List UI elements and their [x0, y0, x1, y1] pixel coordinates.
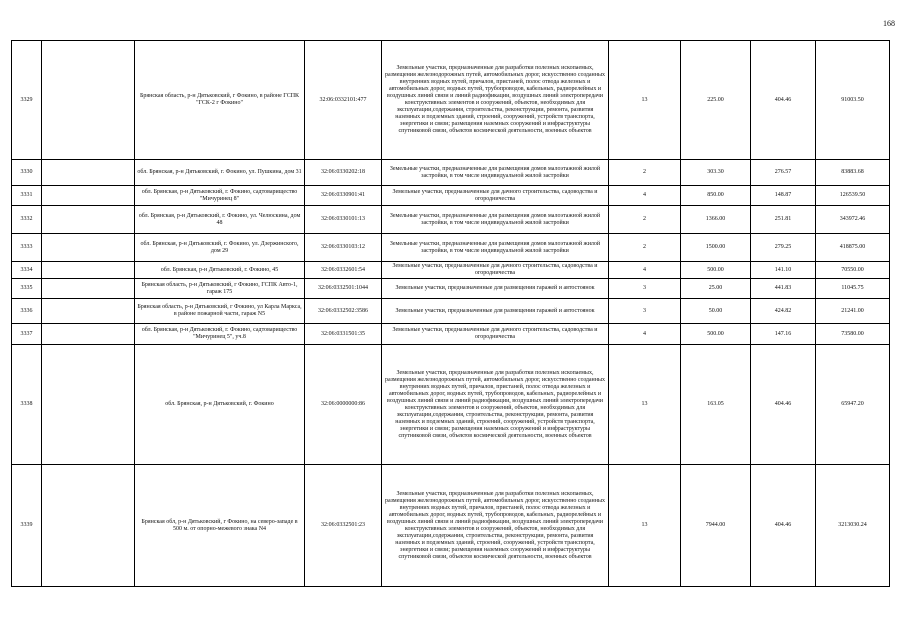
specific-value-cell: 148.87: [751, 186, 816, 206]
area-cell: 500.00: [681, 324, 751, 345]
use-code-cell: 4: [609, 186, 681, 206]
row-number: 3337: [12, 324, 42, 345]
land-use-cell: Земельные участки, предназначенные для дачного строительства, садоводства и огородничества: [382, 262, 609, 279]
area-cell: 1366.00: [681, 206, 751, 234]
specific-value-cell: 276.57: [751, 160, 816, 186]
cadastral-value-cell: 418875.00: [816, 234, 890, 262]
table-row: [12, 160, 890, 186]
land-use-cell: Земельные участки, предназначенные для размещения домов малоэтажной жилой застройки, в том числе индивидуальной жилой застройки: [382, 160, 609, 186]
area-cell: 7944.00: [681, 465, 751, 587]
area-cell: 50.00: [681, 299, 751, 324]
specific-value-cell: 404.46: [751, 345, 816, 465]
cadastral-number-cell: 32:06:0332101:477: [305, 41, 382, 160]
blank-cell: [42, 262, 135, 279]
cadastral-value-table: [11, 40, 890, 587]
row-number: 3329: [12, 41, 42, 160]
use-code-cell: 13: [609, 345, 681, 465]
cadastral-value-cell: 11045.75: [816, 279, 890, 299]
area-cell: 850.00: [681, 186, 751, 206]
cadastral-number-cell: 32:06:0000000:86: [305, 345, 382, 465]
specific-value-cell: 424.82: [751, 299, 816, 324]
row-number: 3336: [12, 299, 42, 324]
table-row: [12, 345, 890, 465]
use-code-cell: 2: [609, 206, 681, 234]
area-cell: 303.30: [681, 160, 751, 186]
area-cell: 500.00: [681, 262, 751, 279]
area-cell: 1500.00: [681, 234, 751, 262]
cadastral-value-cell: 91003.50: [816, 41, 890, 160]
cadastral-value-cell: 65947.20: [816, 345, 890, 465]
cadastral-number-cell: 32:06:0330103:12: [305, 234, 382, 262]
use-code-cell: 4: [609, 262, 681, 279]
area-cell: 25.00: [681, 279, 751, 299]
blank-cell: [42, 186, 135, 206]
address-cell: обл. Брянская, р-н Дятьковский, г. Фокино, садтоварищество "Мичуринец 5", уч.8: [135, 324, 305, 345]
cadastral-number-cell: 32:06:0332601:54: [305, 262, 382, 279]
cadastral-number-cell: 32:06:0330901:41: [305, 186, 382, 206]
use-code-cell: 4: [609, 324, 681, 345]
land-use-cell: Земельные участки, предназначенные для дачного строительства, садоводства и огородничества: [382, 186, 609, 206]
land-use-cell: Земельные участки, предназначенные для дачного строительства, садоводства и огородничества: [382, 324, 609, 345]
blank-cell: [42, 41, 135, 160]
area-cell: 163.05: [681, 345, 751, 465]
row-number: 3334: [12, 262, 42, 279]
blank-cell: [42, 206, 135, 234]
cadastral-number-cell: 32:06:0330101:13: [305, 206, 382, 234]
address-cell: обл. Брянская, р-н Дятьковский, г. Фокино, 45: [135, 262, 305, 279]
land-use-cell: Земельные участки, предназначенные для разработки полезных ископаемых, размещения железнодорожных путей, автомобильных дорог, искусственно созданных внутренних водных путей, причалов, пристаней, полос отвода железных и автомобильных дорог, водных путей, трубопроводов, кабельных, радиорелейных и воздушных линий связи и линий радиофикации, воздушных линий электропередачи конструктивных элементов и сооружений, объектов, необходимых для эксплуатации,содержания, строительства, реконструкции, ремонта, развития наземных и подземных зданий, строений, сооружений, устройств транспорта, энергетики и связи; размещения наземных сооружений и инфраструктуры спутниковой связи, объектов космической деятельности, военных объектов: [382, 41, 609, 160]
land-use-cell: Земельные участки, предназначенные для размещения гаражей и автостоянок: [382, 299, 609, 324]
table-row: [12, 262, 890, 279]
use-code-cell: 2: [609, 160, 681, 186]
specific-value-cell: 251.81: [751, 206, 816, 234]
address-cell: Брянская обл, р-н Дятьковский, г Фокино, на северо-западе в 500 м. от опорно-межевого знака N4: [135, 465, 305, 587]
cadastral-value-cell: 343972.46: [816, 206, 890, 234]
table-row: [12, 465, 890, 587]
table-row: [12, 234, 890, 262]
table-body: [12, 41, 890, 587]
use-code-cell: 13: [609, 465, 681, 587]
land-use-cell: Земельные участки, предназначенные для размещения домов малоэтажной жилой застройки, в том числе индивидуальной жилой застройки: [382, 234, 609, 262]
row-number: 3332: [12, 206, 42, 234]
table-row: [12, 299, 890, 324]
land-use-cell: Земельные участки, предназначенные для разработки полезных ископаемых, размещения железнодорожных путей, автомобильных дорог, искусственно созданных внутренних водных путей, причалов, пристаней, полос отвода железных и автомобильных дорог, водных путей, трубопроводов, кабельных, радиорелейных и воздушных линий связи и линий радиофикации, воздушных линий электропередачи конструктивных элементов и сооружений, объектов, необходимых для эксплуатации,содержания, строительства, реконструкции, ремонта, развития наземных и подземных зданий, строений, сооружений, устройств транспорта, энергетики и связи; размещения наземных сооружений и инфраструктуры спутниковой связи, объектов космической деятельности, военных объектов: [382, 345, 609, 465]
row-number: 3330: [12, 160, 42, 186]
blank-cell: [42, 324, 135, 345]
use-code-cell: 3: [609, 299, 681, 324]
table-row: [12, 279, 890, 299]
address-cell: Брянская область, р-н Дятьковский, г Фокино, в районе ГСПК "ГСК-2 г Фокино": [135, 41, 305, 160]
blank-cell: [42, 345, 135, 465]
specific-value-cell: 141.10: [751, 262, 816, 279]
address-cell: обл. Брянская, р-н Дятьковский, г. Фокино, садтоварищество "Мичуринец 8": [135, 186, 305, 206]
address-cell: Брянская область, р-н Дятьковский, г Фокино, ул Карла Маркса, в районе пожарной части, гараж N5: [135, 299, 305, 324]
table-row: [12, 41, 890, 160]
address-cell: обл. Брянская, р-н Дятьковский, г. Фокино, ул. Челюскина, дом 48: [135, 206, 305, 234]
land-use-cell: Земельные участки, предназначенные для размещения домов малоэтажной жилой застройки, в том числе индивидуальной жилой застройки: [382, 206, 609, 234]
blank-cell: [42, 234, 135, 262]
use-code-cell: 13: [609, 41, 681, 160]
row-number: 3335: [12, 279, 42, 299]
row-number: 3333: [12, 234, 42, 262]
area-cell: 225.00: [681, 41, 751, 160]
address-cell: обл. Брянская, р-н Дятьковский, г. Фокино, ул. Пушкина, дом 31: [135, 160, 305, 186]
cadastral-value-cell: 73580.00: [816, 324, 890, 345]
cadastral-number-cell: 32:06:0331501:35: [305, 324, 382, 345]
cadastral-value-cell: 70550.00: [816, 262, 890, 279]
table-row: [12, 206, 890, 234]
row-number: 3338: [12, 345, 42, 465]
blank-cell: [42, 465, 135, 587]
use-code-cell: 2: [609, 234, 681, 262]
cadastral-value-cell: 83883.68: [816, 160, 890, 186]
address-cell: обл. Брянская, р-н Дятьковский, г. Фокино, ул. Дзержинского, дом 29: [135, 234, 305, 262]
land-use-cell: Земельные участки, предназначенные для размещения гаражей и автостоянок: [382, 279, 609, 299]
row-number: 3339: [12, 465, 42, 587]
blank-cell: [42, 299, 135, 324]
row-number: 3331: [12, 186, 42, 206]
use-code-cell: 3: [609, 279, 681, 299]
address-cell: Брянская область, р-н Дятьковский, г Фокино, ГСПК Авто-1, гараж 175: [135, 279, 305, 299]
blank-cell: [42, 279, 135, 299]
table-row: [12, 324, 890, 345]
specific-value-cell: 279.25: [751, 234, 816, 262]
land-use-cell: Земельные участки, предназначенные для разработки полезных ископаемых, размещения железнодорожных путей, автомобильных дорог, искусственно созданных внутренних водных путей, причалов, пристаней, полос отвода железных и автомобильных дорог, водных путей, трубопроводов, кабельных, радиорелейных и воздушных линий связи и линий радиофикации, воздушных линий электропередачи конструктивных элементов и сооружений, объектов, необходимых для эксплуатации,содержания, строительства, реконструкции, ремонта, развития наземных и подземных зданий, строений, сооружений, устройств транспорта, энергетики и связи; размещения наземных сооружений и инфраструктуры спутниковой связи, объектов космической деятельности, военных объектов: [382, 465, 609, 587]
cadastral-value-cell: 21241.00: [816, 299, 890, 324]
specific-value-cell: 404.46: [751, 465, 816, 587]
specific-value-cell: 404.46: [751, 41, 816, 160]
page-number: 168: [883, 19, 895, 28]
specific-value-cell: 441.83: [751, 279, 816, 299]
specific-value-cell: 147.16: [751, 324, 816, 345]
table-row: [12, 186, 890, 206]
address-cell: обл. Брянская, р-н Дятьковский, г. Фокино: [135, 345, 305, 465]
cadastral-number-cell: 32:06:0332501:1044: [305, 279, 382, 299]
cadastral-number-cell: 32:06:0332501:23: [305, 465, 382, 587]
blank-cell: [42, 160, 135, 186]
cadastral-number-cell: 32:06:0330202:18: [305, 160, 382, 186]
cadastral-value-cell: 126539.50: [816, 186, 890, 206]
cadastral-number-cell: 32:06:0332502:3586: [305, 299, 382, 324]
cadastral-value-cell: 3213030.24: [816, 465, 890, 587]
